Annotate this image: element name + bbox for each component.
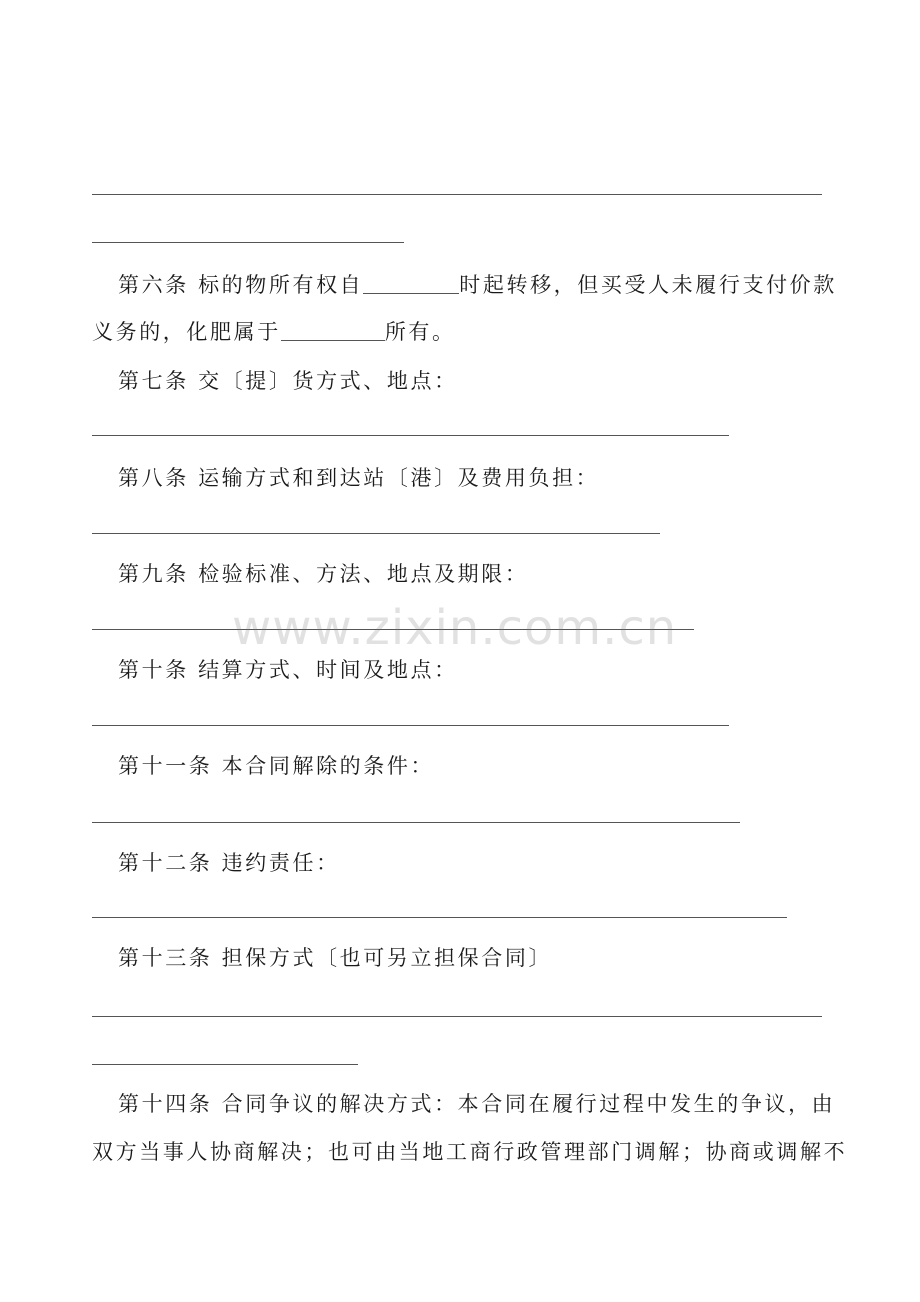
blank-line (92, 822, 740, 823)
article-8: 第八条 运输方式和到达站〔港〕及费用负担： (118, 466, 600, 490)
article-12: 第十二条 违约责任： (118, 851, 340, 875)
watermark: www.zixin.com.cn (232, 600, 678, 656)
blank-line (92, 725, 729, 726)
article-13: 第十三条 担保方式〔也可另立担保合同〕 (118, 946, 553, 970)
blank-line (92, 1064, 358, 1065)
article-7: 第七条 交〔提〕货方式、地点： (118, 369, 458, 393)
article-14-line-1: 第十四条 合同争议的解决方式：本合同在履行过程中发生的争议，由 (118, 1092, 836, 1116)
fill-blank (363, 271, 459, 294)
article-6 (92, 262, 852, 308)
article-6-text-4: 所有。 (384, 320, 456, 344)
blank-line (92, 917, 787, 918)
article-11: 第十一条 本合同解除的条件： (118, 754, 435, 778)
blank-line (92, 435, 729, 436)
blank-line (92, 533, 660, 534)
article-6-text-2: 时起转移，但买受人未履行支付价款 (459, 273, 837, 297)
article-14-line-2: 双方当事人协商解决；也可由当地工商行政管理部门调解；协商或调解不 (92, 1140, 848, 1164)
blank-line (92, 629, 694, 630)
article-6-text-3: 义务的，化肥属于 (92, 320, 281, 344)
article-6-text-1: 第六条 标的物所有权自 (118, 273, 364, 297)
article-6-cont (92, 309, 826, 355)
blank-line (92, 242, 404, 243)
blank-line (92, 194, 822, 195)
article-9: 第九条 检验标准、方法、地点及期限： (118, 562, 529, 586)
fill-blank (281, 318, 385, 341)
blank-line (92, 1016, 822, 1017)
article-10: 第十条 结算方式、时间及地点： (118, 658, 458, 682)
